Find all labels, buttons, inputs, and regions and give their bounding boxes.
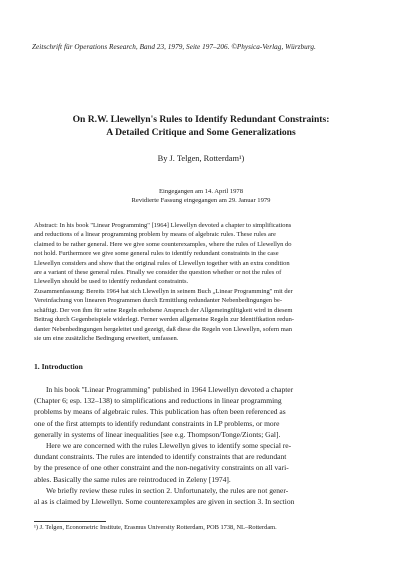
- footnote: ¹) J. Telgen, Econometric Institute, Erasmus University Rotterdam, POB 1738, NL–Rotterdam.: [34, 524, 277, 531]
- body-line: by the presence of one other constraint and the non-negativity constraints on all vari-: [34, 463, 289, 473]
- zusammenfassung-line: Beitrag durch Gegenbeispiele widerlegt. Ferner werden allgemeine Regeln zur Identifikation redun-: [34, 316, 295, 324]
- zusammenfassung-line: Vereinfachung von linearen Programmen durch Ermittlung redundanter Nebenbedingungen be-: [34, 297, 282, 305]
- author-byline: By J. Telgen, Rotterdam¹): [157, 154, 245, 163]
- abstract-line: Llewellyn should be used to identify redundant constraints.: [34, 278, 189, 286]
- body-text: [34, 384, 370, 507]
- body-line: dundant constraints. The rules are intended to identify constraints that are redundant: [34, 452, 287, 462]
- body-line: (Chapter 6; esp. 132–138) to simplifications and reductions in linear programming: [34, 396, 282, 406]
- received-dates: [0, 188, 402, 205]
- abstract-line: not hold. Furthermore we give some general rules to identify redundant constraints in the case: [34, 250, 279, 258]
- received-date: Eingegangen am 14. April 1978: [158, 188, 244, 195]
- abstract-line: Abstract: In his book "Linear Programming" [1964] Llewellyn devoted a chapter to simplifications: [34, 222, 292, 229]
- abstract-line: claimed to be rather general. Here we give some counterexamples, where the rules of Llewellyn do: [34, 240, 292, 248]
- footnote-rule: [34, 521, 106, 522]
- revised-date: Revidierte Fassung eingegangen am 29. Januar 1979: [131, 196, 271, 204]
- abstract: [34, 221, 370, 287]
- section-heading: 1. Introduction: [34, 362, 83, 371]
- title-line-1: On R.W. Llewellyn's Rules to Identify Redundant Constraints:: [72, 114, 330, 125]
- body-line: Here we are concerned with the rules Llewellyn gives to identify some special re-: [46, 441, 292, 451]
- body-line: We briefly review these rules in section 2. Unfortunately, the rules are not gener-: [46, 485, 289, 495]
- abstract-line: and reductions of a linear programming problem by means of algebraic rules. These rules are: [34, 231, 276, 239]
- zusammenfassung: [34, 287, 370, 343]
- body-line: al as is claimed by Llewellyn. Some counterexamples are given in section 3. In section: [34, 497, 295, 507]
- zusammenfassung-line: Zusammenfassung: Bereits 1964 hat sich Llewellyn in seinem Buch „Linear Programming" mit der: [34, 288, 293, 295]
- body-line: generally in systems of linear inequalities [see e.g. Thompson/Tonge/Zionts; Gal].: [34, 429, 281, 439]
- zusammenfassung-line: schäftigt. Der von ihm für seine Regeln erhobene Anspruch der Allgemeingültigkeit wird in diesem: [34, 306, 293, 314]
- title-line-2: A Detailed Critique and Some Generalizations: [106, 126, 296, 138]
- paper-title: [40, 114, 362, 139]
- body-line: In his book "Linear Programming" published in 1964 Llewellyn devoted a chapter: [46, 385, 294, 394]
- zusammenfassung-line: sie um eine zusätzliche Bedingung erweitert, umfassen.: [34, 335, 179, 343]
- zusammenfassung-line: danter Nebenbedingungen hergeleitet und gezeigt, daß diese die Regeln von Llewellyn, sofern man: [34, 325, 292, 333]
- body-line: problems by means of algebraic rules. This publication has often been referenced as: [34, 407, 286, 417]
- abstract-line: Llewellyn considers and show that the original rules of Llewellyn together with an extra condition: [34, 259, 290, 267]
- body-line: one of the first attempts to identify redundant constraints in LP problems, or more: [34, 418, 280, 428]
- running-head: Zeitschrift für Operations Research, Band 23, 1979, Seite 197–206. ©Physica-Verlag, Würzburg.: [32, 43, 316, 51]
- abstract-line: are a variant of these general rules. Finally we consider the question whether or not the rules of: [34, 269, 282, 277]
- body-line: ables. Basically the same rules are reintroduced in Zeleny [1974].: [34, 474, 231, 484]
